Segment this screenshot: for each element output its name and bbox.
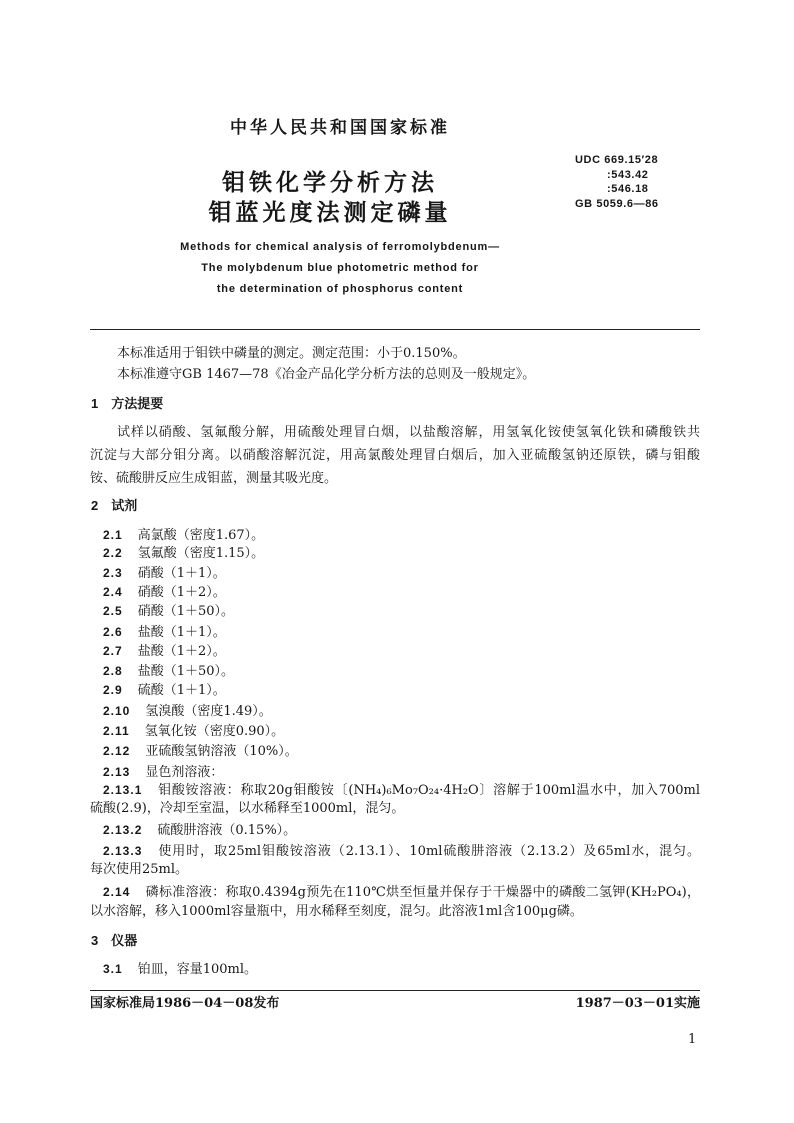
item-number: 2.3: [103, 566, 123, 580]
udc-code-3: :546.18: [607, 183, 649, 195]
item-text: 使用时，取25ml钼酸铵溶液（2.13.1）、10ml硫酸肼溶液（2.13.2）及65ml水，混匀。: [157, 844, 700, 859]
section-heading-method: [91, 394, 163, 414]
reagent-item: [103, 622, 226, 642]
reagent-item: [103, 780, 700, 800]
section-number: 1: [91, 396, 99, 411]
item-number: 2.2: [103, 546, 123, 560]
item-number: 2.13.3: [103, 844, 143, 858]
item-number: 2.8: [103, 664, 123, 678]
section-heading-apparatus: [91, 931, 137, 951]
reagent-item: [103, 701, 272, 721]
section-number: 3: [91, 933, 99, 948]
udc-code-2: :543.42: [607, 169, 649, 181]
header-divider: [90, 329, 700, 330]
item-text: 盐酸（1＋2）。: [137, 644, 226, 659]
item-text: 盐酸（1＋50）。: [137, 664, 235, 679]
reagent-item: [103, 721, 284, 741]
reagent-item: [103, 543, 264, 563]
item-number: 2.13.2: [103, 823, 143, 837]
section-title: 试剂: [111, 499, 138, 514]
section-title: 仪器: [111, 934, 138, 949]
footer-divider: [90, 990, 700, 991]
item-text: 钼酸铵溶液：称取20g钼酸铵〔(NH₄)₆Mo₇O₂₄·4H₂O〕溶解于100ml温水中，加入700ml: [157, 783, 700, 798]
item-text: 高氯酸（密度1.67）。: [137, 528, 265, 543]
reagent-item: [103, 841, 700, 861]
reagent-item-continuation: 以水溶解，移入1000ml容量瓶中，用水稀释至刻度，混匀。此溶液1ml含100μg磷。: [90, 904, 583, 919]
item-text: 显色剂溶液：: [145, 765, 224, 780]
item-text: 氢氧化铵（密度0.90）。: [144, 724, 285, 739]
reagent-item: [103, 641, 226, 661]
reagent-item: [103, 582, 226, 602]
item-number: 2.13: [103, 765, 131, 779]
reagent-item: [103, 661, 234, 681]
item-text: 氢溴酸（密度1.49）。: [145, 704, 272, 719]
method-paragraph-line-1: 试样以硝酸、氢氟酸分解，用硫酸处理冒白烟，以盐酸溶解，用氢氧化铵使氢氧化铁和磷酸铁共: [117, 425, 700, 440]
issue-date: 国家标准局1986－04－08发布: [90, 996, 280, 1011]
item-number: 2.9: [103, 683, 123, 697]
item-text: 磷标准溶液：称取0.4394g预先在110℃烘至恒量并保存于干燥器中的磷酸二氢钾(KH₂PO₄)，: [145, 885, 700, 900]
item-text: 亚硫酸氢钠溶液（10%）。: [145, 744, 298, 759]
method-paragraph-line-2: 沉淀与大部分钼分离。以硝酸溶解沉淀，用高氯酸处理冒白烟后，加入亚硫酸氢钠还原铁，磷与钼酸: [90, 448, 700, 463]
item-number: 2.11: [103, 724, 130, 738]
item-text: 铂皿，容量100ml。: [137, 962, 257, 977]
section-heading-reagents: [91, 496, 137, 516]
item-text: 氢氟酸（密度1.15）。: [137, 546, 265, 561]
item-number: 2.12: [103, 744, 131, 758]
item-number: 2.10: [103, 704, 131, 718]
reagent-item: [103, 741, 298, 761]
page-number: 1: [688, 1032, 697, 1047]
english-title-line-3: the determination of phosphorus content: [216, 283, 464, 295]
reagent-item: [103, 762, 223, 782]
reagent-item-continuation: 硫酸(2.9)，冷却至室温，以水稀释至1000ml，混匀。: [90, 801, 405, 816]
item-number: 2.4: [103, 585, 123, 599]
reagent-item: [103, 820, 296, 840]
item-number: 2.6: [103, 625, 123, 639]
method-paragraph-line-3: 铵、硫酸肼反应生成钼蓝，测量其吸光度。: [90, 471, 338, 486]
reagent-item: [103, 601, 234, 621]
compliance-statement: 本标准遵守GB 1467—78《冶金产品化学分析方法的总则及一般规定》。: [117, 367, 536, 382]
effective-date: 1987－03－01实施: [575, 996, 700, 1011]
apparatus-item: [103, 959, 257, 979]
reagent-item: [103, 882, 700, 902]
section-title: 方法提要: [111, 397, 164, 412]
item-text: 盐酸（1＋1）。: [137, 625, 226, 640]
scope-statement: 本标准适用于钼铁中磷量的测定。测定范围：小于0.150%。: [117, 346, 466, 361]
issuing-authority-header: 中华人民共和国国家标准: [230, 118, 450, 138]
gb-number: GB 5059.6—86: [575, 198, 659, 210]
item-text: 硝酸（1＋50）。: [137, 604, 235, 619]
item-number: 2.13.1: [103, 783, 143, 797]
item-text: 硫酸（1＋1）。: [137, 683, 226, 698]
item-number: 3.1: [103, 962, 123, 976]
item-number: 2.14: [103, 885, 131, 899]
item-number: 2.7: [103, 644, 123, 658]
item-number: 2.1: [103, 528, 123, 542]
section-number: 2: [91, 498, 99, 513]
item-text: 硝酸（1＋2）。: [137, 585, 226, 600]
item-number: 2.5: [103, 604, 123, 618]
english-title-line-1: Methods for chemical analysis of ferromolybdenum—: [180, 241, 500, 253]
reagent-item: [103, 680, 226, 700]
item-text: 硫酸肼溶液（0.15%）。: [157, 823, 297, 838]
reagent-item: [103, 563, 226, 583]
english-title-line-2: The molybdenum blue photometric method for: [201, 262, 479, 274]
title-line-2: 钼蓝光度法测定磷量: [208, 199, 452, 226]
udc-code: UDC 669.15′28: [575, 154, 659, 166]
title-line-1: 钼铁化学分析方法: [222, 169, 438, 196]
item-text: 硝酸（1＋1）。: [137, 566, 226, 581]
reagent-item: [103, 525, 264, 545]
reagent-item-continuation: 每次使用25ml。: [90, 862, 189, 877]
